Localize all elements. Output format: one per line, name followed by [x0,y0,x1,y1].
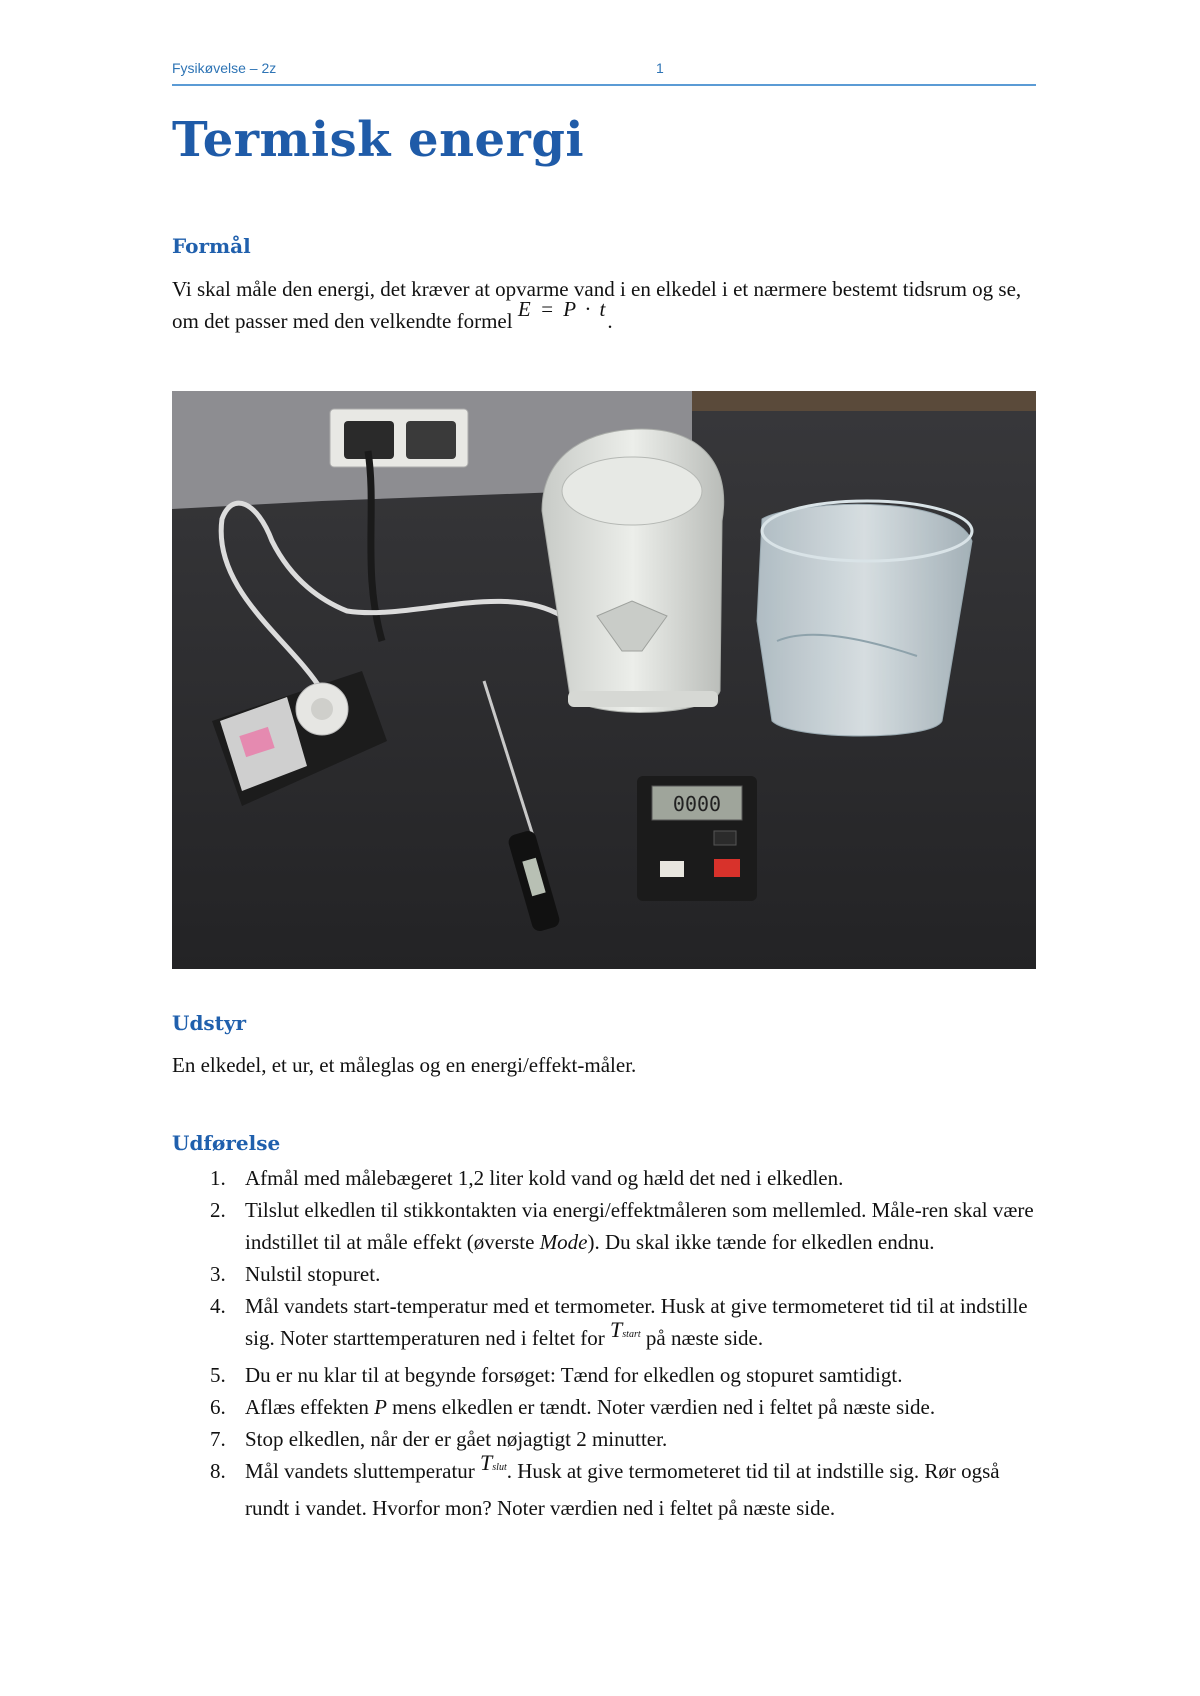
item-text: Du er nu klar til at begynde forsøget: Tænd for elkedlen og stopuret samtidigt. [245,1363,903,1387]
heading-udfoerelse: Udførelse [172,1131,281,1155]
kettle [542,429,724,712]
item-text: Afmål med målebægeret 1,2 liter kold vand og hæld det ned i elkedlen. [245,1166,844,1190]
heading-udstyr: Udstyr [172,1011,247,1035]
item-text: ). Du skal ikke tænde for elkedlen endnu. [587,1230,935,1254]
list-item [172,1423,1036,1455]
item-number: 3. [210,1262,226,1286]
list-item [172,1290,1036,1359]
list-item [172,1162,1036,1194]
wall-edge [692,391,1036,411]
item-text: mens elkedlen er tændt. Noter værdien ned i feltet på næste side. [386,1395,936,1419]
item-text: på næste side. [640,1326,764,1350]
symbol-t-start [610,1317,641,1342]
item-emphasis: Mode [539,1230,588,1254]
item-text: Nulstil stopuret. [245,1262,381,1286]
symbol-subscript: slut [492,1462,507,1473]
heading-formaal: Formål [172,234,251,258]
list-item [172,1359,1036,1391]
item-number: 2. [210,1198,226,1222]
item-number: 1. [210,1166,226,1190]
item-text: Mål vandets sluttemperatur [245,1459,481,1483]
measuring-beaker [757,501,972,736]
header-title: Fysikøvelse – 2z [172,60,277,76]
page-header [172,56,1036,86]
item-number: 7. [210,1427,226,1451]
list-item [172,1450,1036,1524]
udstyr-text: En elkedel, et ur, et måleglas og en energi/effekt-måler. [172,1053,637,1077]
formula-energy: E = P · t [517,297,608,321]
stopwatch [637,776,757,901]
procedure-list [172,1162,1036,1524]
stopwatch-display: 0000 [672,792,722,816]
symbol-letter: T [610,1317,623,1342]
item-number: 5. [210,1363,226,1387]
equipment-photo [172,391,1036,969]
item-number: 6. [210,1395,226,1419]
symbol-t-slut [480,1450,507,1475]
symbol-subscript: start [622,1329,641,1340]
item-number: 8. [210,1459,226,1483]
symbol-letter: T [480,1450,493,1475]
item-text: Tilslut elkedlen til stikkontakten via energi/effektmåleren som mellemled. Måle-ren skal være indstillet til at måle effekt (øverste [245,1198,1034,1254]
formaal-text: Vi skal måle den energi, det kræver at opvarme vand i en elkedel i et nærmere bestemt tidsrum og se, om det passer med den velkendte formel [172,277,1022,333]
item-text: Stop elkedlen, når der er gået nøjagtigt 2 minutter. [245,1427,668,1451]
page-number: 1 [656,60,664,76]
item-text: Mål vandets start-temperatur med et termometer. Husk at give termometeret tid til at indstille sig. Noter starttemperaturen ned i feltet for [245,1294,1028,1350]
item-text: . Husk at give termometeret tid til at indstille sig. Rør også rundt i vandet. Hvorfor mon? Noter værdien ned i feltet på næste side. [245,1459,1000,1520]
socket [330,409,468,467]
item-emphasis: P [374,1395,387,1419]
formaal-end: . [607,309,613,333]
item-text: Aflæs effekten [245,1395,375,1419]
equipment-photo-svg [172,391,1036,969]
list-item [172,1391,1036,1423]
item-number: 4. [210,1294,226,1318]
list-item [172,1258,1036,1290]
list-item [172,1194,1036,1258]
page-title: Termisk energi [172,112,585,168]
formaal-paragraph [172,273,1036,337]
